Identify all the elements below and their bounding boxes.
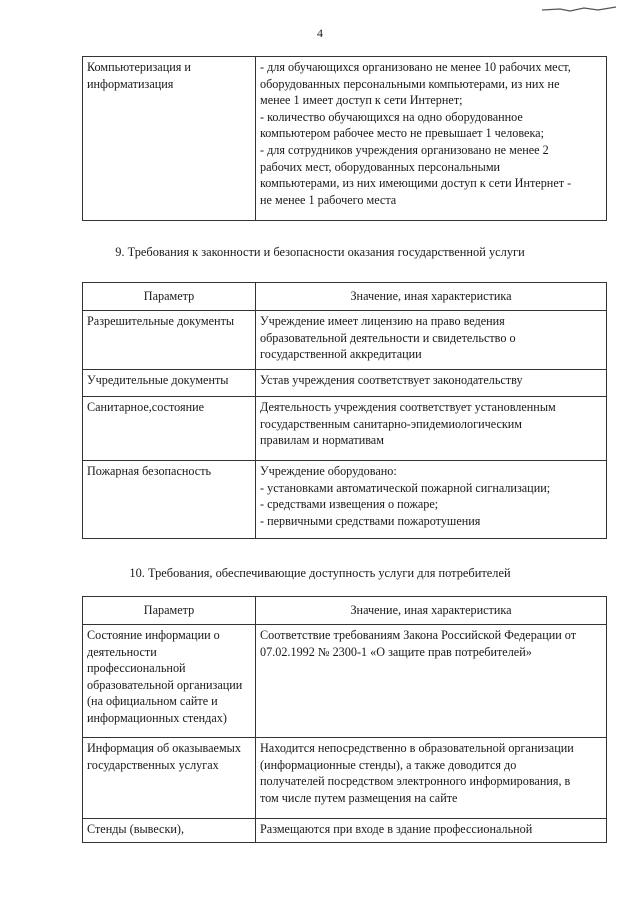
cell-line: Учреждение имеет лицензию на право ведения xyxy=(260,314,505,328)
param-cell xyxy=(83,370,256,397)
cell-line: рабочих мест, оборудованных персональными xyxy=(260,159,501,174)
cell-line: Информация об оказываемых xyxy=(87,741,241,755)
param-cell xyxy=(83,397,256,461)
section-10-table xyxy=(82,596,607,843)
cell-line: Соответствие требованиям Закона Российской Федерации от xyxy=(260,628,577,642)
cell-line: 07.02.1992 № 2300-1 «О защите прав потребителей» xyxy=(260,644,532,659)
cell-line: Размещаются при входе в здание профессиональной xyxy=(260,822,533,836)
cell-line: (информационные стенды), а также доводится до xyxy=(260,757,517,772)
table-header-row xyxy=(83,283,607,311)
section-10-heading: 10. Требования, обеспечивающие доступность услуги для потребителей xyxy=(129,566,511,580)
section-9-table xyxy=(82,282,607,539)
cell-line: Учреждение оборудовано: xyxy=(260,464,397,478)
cell-line: - установками автоматической пожарной сигнализации; xyxy=(260,480,551,495)
cell-line: Разрешительные документы xyxy=(87,314,235,328)
section-9-heading: 9. Требования к законности и безопасности оказания государственной услуги xyxy=(115,245,525,259)
value-cell xyxy=(256,819,607,843)
table-row xyxy=(83,461,607,539)
cell-line: - количество обучающихся на одно оборудованное xyxy=(260,109,523,124)
param-cell xyxy=(83,57,256,221)
cell-line: Стенды (вывески), xyxy=(87,822,185,836)
cell-line: - средствами извещения о пожаре; xyxy=(260,497,439,512)
param-cell xyxy=(83,819,256,843)
table-row xyxy=(83,819,607,843)
param-cell xyxy=(83,625,256,738)
cell-line: Состояние информации о xyxy=(87,628,220,642)
cell-line: Находится непосредственно в образовательной организации xyxy=(260,741,574,755)
cell-line: компьютерами, из них имеющими доступ к сети Интернет - xyxy=(260,176,572,191)
cell-line: (на официальном сайте и xyxy=(87,694,218,709)
cell-line: получателей посредством электронного информирования, в xyxy=(260,774,571,789)
header-value: Значение, иная характеристика xyxy=(256,597,607,625)
cell-line: компьютером рабочее место не превышает 1 человека; xyxy=(260,126,544,141)
table-row xyxy=(83,57,607,221)
cell-line: правилам и нормативам xyxy=(260,433,384,448)
cell-line: Учредительные документы xyxy=(87,373,229,387)
cell-line: информатизация xyxy=(87,76,174,91)
scan-artifact xyxy=(540,6,618,12)
cell-line: оборудованных персональными компьютерами, из них не xyxy=(260,76,560,91)
cell-line: - для сотрудников учреждения организовано не менее 2 xyxy=(260,142,549,157)
cell-line: - для обучающихся организовано не менее 10 рабочих мест, xyxy=(260,60,571,74)
value-cell xyxy=(256,625,607,738)
cell-line: профессиональной xyxy=(87,661,186,676)
table-row xyxy=(83,625,607,738)
cell-line: Пожарная безопасность xyxy=(87,464,212,478)
cell-line: том числе путем размещения на сайте xyxy=(260,790,458,805)
value-cell xyxy=(256,370,607,397)
cell-line: не менее 1 рабочего места xyxy=(260,192,397,207)
table-row xyxy=(83,370,607,397)
cell-line: Компьютеризация и xyxy=(87,60,191,74)
table-row xyxy=(83,397,607,461)
cell-line: образовательной организации xyxy=(87,677,243,692)
value-cell xyxy=(256,311,607,370)
header-param: Параметр xyxy=(83,283,256,311)
cell-line: Деятельность учреждения соответствует установленным xyxy=(260,400,556,414)
param-cell xyxy=(83,311,256,370)
cell-line: Устав учреждения соответствует законодательству xyxy=(260,373,523,387)
value-cell xyxy=(256,397,607,461)
value-cell xyxy=(256,738,607,819)
param-cell xyxy=(83,738,256,819)
table-header-row xyxy=(83,597,607,625)
cell-line: менее 1 имеет доступ к сети Интернет; xyxy=(260,93,463,108)
cell-line: государственной аккредитации xyxy=(260,347,422,362)
table-row xyxy=(83,738,607,819)
continuation-table xyxy=(82,56,607,221)
param-cell xyxy=(83,461,256,539)
cell-line: деятельности xyxy=(87,644,157,659)
cell-line: государственным санитарно-эпидемиологическим xyxy=(260,416,523,431)
value-cell xyxy=(256,461,607,539)
page-number: 4 xyxy=(317,26,323,40)
table-row xyxy=(83,311,607,370)
cell-line: - первичными средствами пожаротушения xyxy=(260,513,481,528)
cell-line: информационных стендах) xyxy=(87,710,227,725)
header-param: Параметр xyxy=(83,597,256,625)
header-value: Значение, иная характеристика xyxy=(256,283,607,311)
cell-line: Санитарное,состояние xyxy=(87,400,205,414)
value-cell xyxy=(256,57,607,221)
cell-line: государственных услугах xyxy=(87,757,219,772)
cell-line: образовательной деятельности и свидетельство о xyxy=(260,330,516,345)
